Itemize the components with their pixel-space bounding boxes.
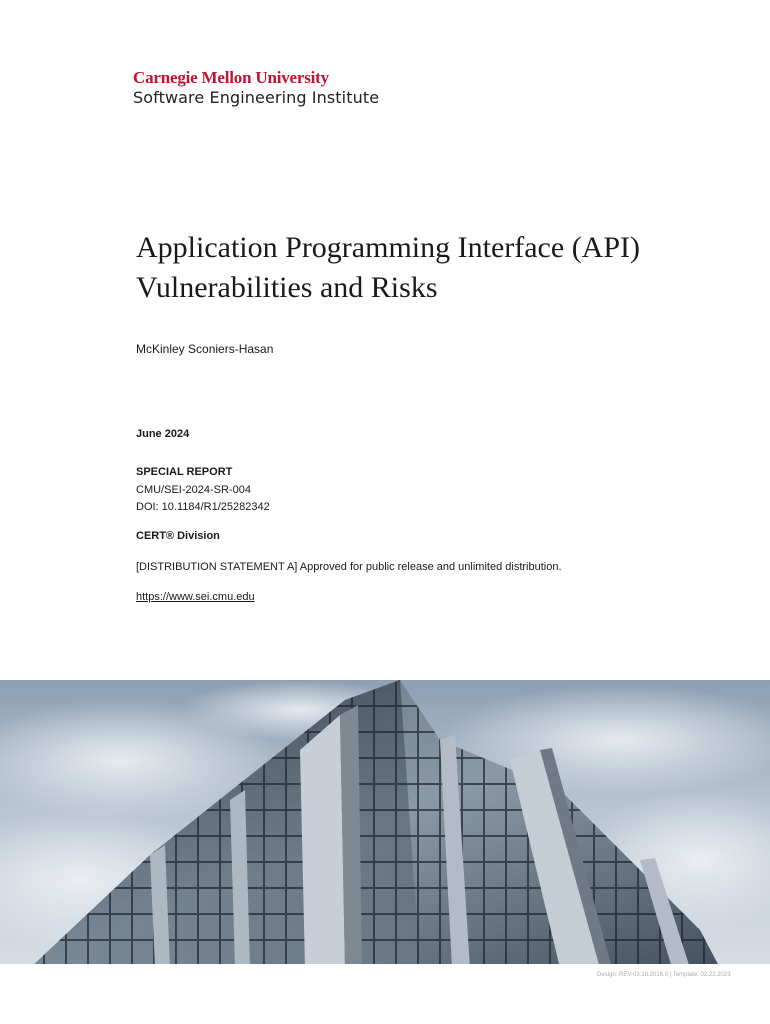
author-name: McKinley Sconiers-Hasan xyxy=(136,342,274,356)
report-title xyxy=(136,228,736,308)
report-type: SPECIAL REPORT xyxy=(136,466,233,478)
report-doi: DOI: 10.1184/R1/25282342 xyxy=(136,501,270,513)
title-line-1: Application Programming Interface (API) xyxy=(136,231,641,264)
publication-date: June 2024 xyxy=(136,428,190,440)
title-line-2: Vulnerabilities and Risks xyxy=(136,271,438,304)
footer-template-info: Design: REV-03.18.2016.0 | Template: 02.22.2023 xyxy=(597,972,731,978)
sei-website-link[interactable]: https://www.sei.cmu.edu xyxy=(136,591,255,603)
cover-building-photo xyxy=(0,680,770,968)
division-name: CERT® Division xyxy=(136,530,220,542)
institute-wordmark: Software Engineering Institute xyxy=(133,88,380,107)
distribution-statement: [DISTRIBUTION STATEMENT A] Approved for public release and unlimited distribution. xyxy=(136,561,562,573)
report-number: CMU/SEI-2024-SR-004 xyxy=(136,484,251,496)
university-wordmark: Carnegie Mellon University xyxy=(133,68,329,87)
